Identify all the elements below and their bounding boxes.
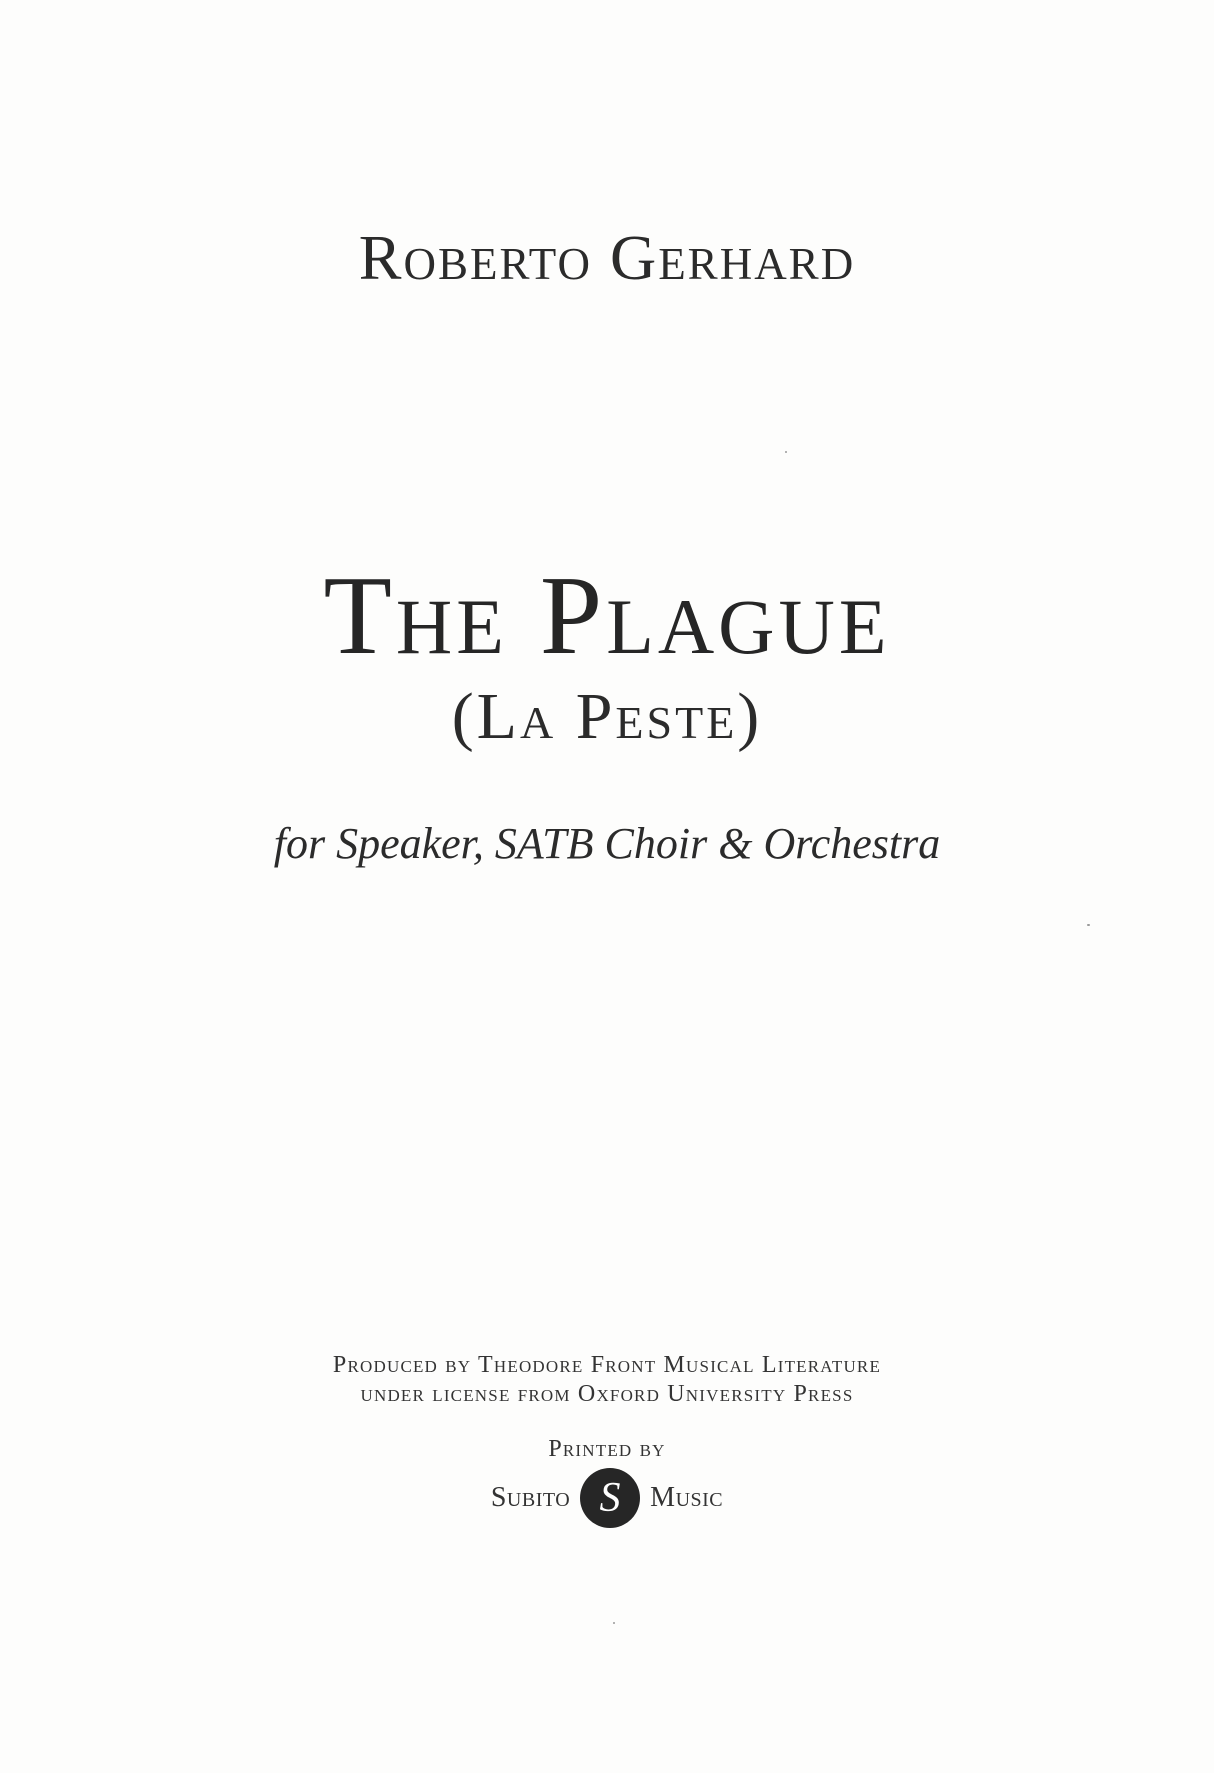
publisher-imprint xyxy=(0,1462,1214,1534)
paper-speck xyxy=(613,1622,615,1624)
scoring-line: for Speaker, SATB Choir & Orchestra xyxy=(273,819,941,868)
work-title: The Plague xyxy=(323,554,891,678)
composer-name: Roberto Gerhard xyxy=(358,222,856,293)
subito-music-logo-icon xyxy=(574,1462,646,1534)
paper-speck xyxy=(1087,924,1090,926)
license-credit: under license from Oxford University Press xyxy=(360,1381,854,1407)
paper-speck xyxy=(785,451,787,453)
publisher-word-right: Music xyxy=(650,1482,724,1513)
printed-by-label: Printed by xyxy=(548,1436,666,1462)
work-subtitle: (La Peste) xyxy=(451,680,763,753)
logo-letter: S xyxy=(599,1475,621,1521)
producer-credit: Produced by Theodore Front Musical Literature xyxy=(332,1352,882,1378)
publisher-word-left: Subito xyxy=(490,1482,571,1513)
